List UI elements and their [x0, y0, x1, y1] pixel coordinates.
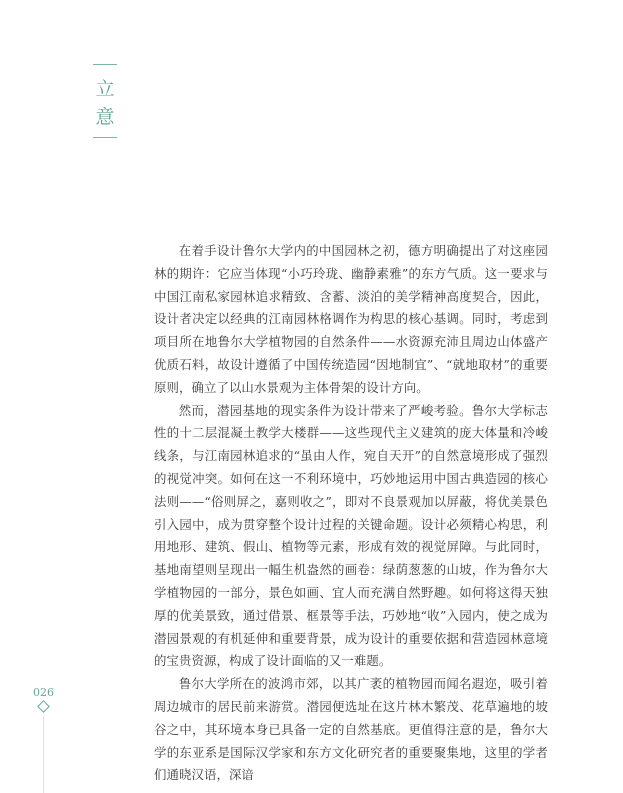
paragraph: 在着手设计鲁尔大学内的中国园林之初，德方明确提出了对这座园林的期许：它应当体现“小巧玲珑、幽静素雅”的东方气质。这一要求与中国江南私家园林追求精致、含蓄、淡泊的美学精神高度契合，因此，设计者决定以经典的江南园林格调作为构思的核心基调。同时，考虑到项目所在地鲁尔大学植物园的自然条件——水资源充沛且周边山体盛产优质石料，故设计遵循了中国传统造园“因地制宜”、“就地取材”的重要原则，确立了以山水景观为主体骨架的设计方向。 — [154, 243, 548, 395]
chapter-title-char: 意 — [95, 106, 115, 128]
chapter-rule-bottom — [93, 137, 117, 138]
chapter-rule-top — [93, 64, 117, 65]
paragraph: 然而，潜园基地的现实条件为设计带来了严峻考验。鲁尔大学标志性的十二层混凝土教学大楼群——这些现代主义建筑的庞大体量和冷峻线条，与江南园林追求的“虽由人作，宛自天开”的自然意境形成了强烈的视觉冲突。如何在这一不利环境中，巧妙地运用中国古典造园的核心法则——“俗则屏之，嘉则收之”，即对不良景观加以屏蔽，将优美景色引入园中，成为贯穿整个设计过程的关键命题。设计必须精心构思，利用地形、建筑、假山、植物等元素，形成有效的视觉屏障。与此同时，基地南望则呈现出一幅生机盎然的画卷：绿荫葱葱的山坡，作为鲁尔大学植物园的一部分，景色如画、宜人而充满自然野趣。如何将这得天独厚的优美景致，通过借景、框景等手法，巧妙地“收”入园内，使之成为潜园景观的有机延伸和重要背景，成为设计的重要依据和营造园林意境的宝贵资源，构成了设计面临的又一难题。 — [154, 402, 548, 669]
side-divider — [43, 716, 44, 793]
chapter-title-char: 立 — [95, 78, 115, 100]
page-number: 026 — [33, 686, 54, 699]
chapter-title — [93, 75, 117, 131]
diamond-icon — [37, 700, 50, 713]
body-text — [154, 240, 548, 787]
chapter-marker — [93, 64, 117, 138]
paragraph: 鲁尔大学所在的波鸿市郊，以其广袤的植物园而闻名遐迩，吸引着周边城市的居民前来游赏。潜园便选址在这片林木繁茂、花草遍地的坡谷之中，其环境本身已具备一定的自然基底。更值得注意的是，鲁尔大学的东亚系是国际汉学家和东方文化研究者的重要聚集地，这里的学者们通晓汉语，深谙 — [154, 676, 548, 783]
